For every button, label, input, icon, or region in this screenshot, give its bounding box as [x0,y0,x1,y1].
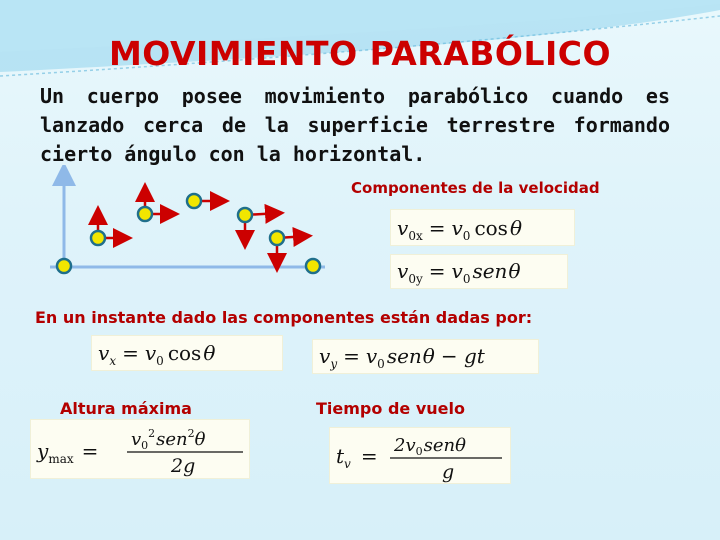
flight-time-label: Tiempo de vuelo [316,399,465,418]
projectile-positions [57,194,320,273]
ball-position [138,207,152,221]
ball-position [270,231,284,245]
axes [50,168,325,267]
equation-vx [92,336,282,370]
svg-text:v0x=v0cosθ: $v_{0x} = v_0$ cos θ [397,216,522,243]
velocity-arrows [98,187,308,268]
velocity-components-label: Componentes de la velocidad [351,179,600,197]
svg-text:ymax=: $y_{max}$ = [37,439,99,466]
max-height-label: Altura máxima [60,399,192,418]
page-title: MOVIMIENTO PARABÓLICO [108,34,612,73]
svg-text:tv=: $t_v$ = [336,444,378,471]
svg-text:2g: 2g [171,455,196,477]
svg-text:vy=v0senθ− gt: $v_y = v_0$ senθ − gt [319,344,485,371]
trajectory-diagram [40,165,340,280]
ball-position [57,259,71,273]
ball-position [91,231,105,245]
intro-text: Un cuerpo posee movimiento parabólico cuando es lanzado cerca de la superficie terrestre formando cierto ángulo con la horizontal. [40,84,670,166]
instant-components-label: En un instante dado las componentes están dadas por: [35,308,533,327]
ball-position [187,194,201,208]
equation-v0y [391,255,567,288]
ball-position [238,208,252,222]
v0x-lhs: v [397,216,409,240]
svg-text:vx=v0cosθ: $v_x = v_0$ cos θ [98,341,216,368]
equation-v0x [391,210,574,245]
equation-ymax [31,420,249,478]
svg-text:2v0senθ: $2v_0sen\theta$ [394,435,466,458]
equation-vy [313,340,538,373]
svg-text:g: g [442,461,455,483]
equation-tv [330,428,510,483]
ball-position [306,259,320,273]
svg-text:v0y=v0senθ: $v_{0y} = v_0$ senθ [397,259,521,286]
svg-text:v02sen2θ: $v_0^2sen^2\theta$ [131,427,206,452]
